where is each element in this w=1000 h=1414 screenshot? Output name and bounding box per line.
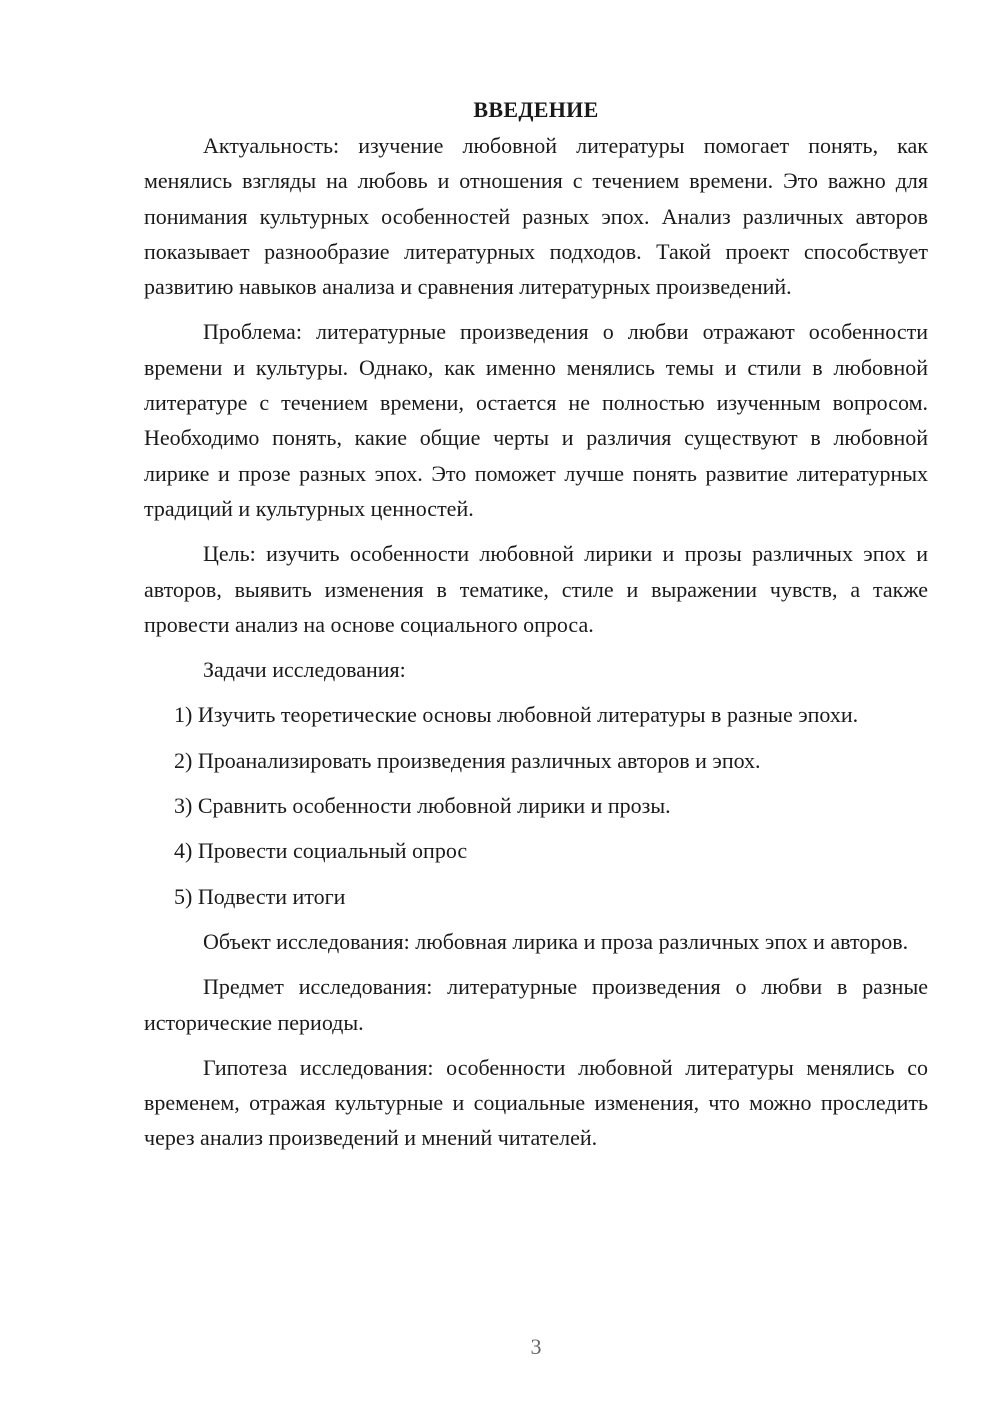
list-item: 5) Подвести итоги [174,883,346,909]
list-item: 1) Изучить теоретические основы любовной литературы в разные эпохи. [174,702,859,728]
list-item: 3) Сравнить особенности любовной лирики и прозы. [174,793,671,819]
page-number: 3 [530,1334,542,1359]
tasks-list [144,697,928,913]
paragraph-hypothesis: Гипотеза исследования: особенности любовной литературы менялись со временем, отражая культурные и социальные изменения, что можно проследить через анализ произведений и мнений читателей. [144,1054,928,1151]
list-item: 4) Провести социальный опрос [174,838,468,864]
paragraph-goal: Цель: изучить особенности любовной лирики и прозы различных эпох и авторов, выявить изменения в тематике, стиле и выражении чувств, а также провести анализ на основе социального опроса. [144,541,928,637]
section-title: ВВЕДЕНИЕ [473,97,599,122]
document-page [144,92,928,1156]
paragraph-subject: Предмет исследования: литературные произведения о любви в разные исторические периоды. [144,974,928,1035]
paragraph-relevance: Актуальность: изучение любовной литературы помогает понять, как менялись взгляды на любовь и отношения с течением времени. Это важно для понимания культурных особенностей разных эпох. Анализ различных авторов показывает разнообразие литературных подходов. Такой проект способствует развитию навыков анализа и сравнения литературных произведений. [144,133,928,300]
paragraph-object: Объект исследования: любовная лирика и проза различных эпох и авторов. [203,928,909,954]
tasks-heading: Задачи исследования: [203,657,406,683]
paragraph-problem: Проблема: литературные произведения о любви отражают особенности времени и культуры. Однако, как именно менялись темы и стили в любовной литературе с течением времени, остается не полностью изученным вопросом. Необходимо понять, какие общие черты и различия существуют в любовной лирике и прозе разных эпох. Это поможет лучше понять развитие литературных традиций и культурных ценностей. [144,319,928,521]
list-item: 2) Проанализировать произведения различных авторов и эпох. [174,747,761,773]
